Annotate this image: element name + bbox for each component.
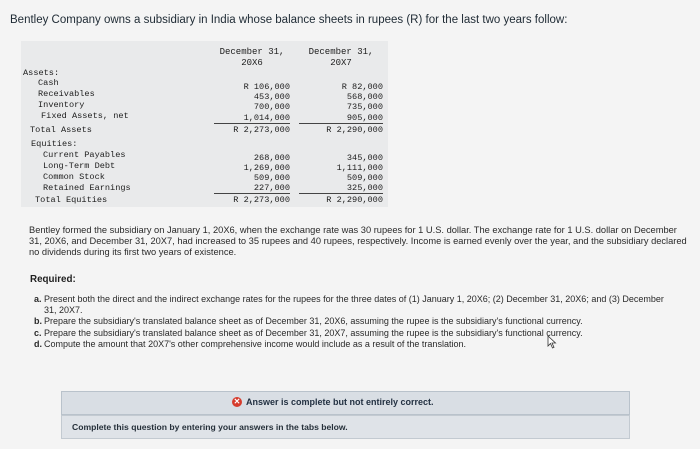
instruction-bar bbox=[61, 415, 630, 439]
row-label-total-assets: Total Assets bbox=[30, 125, 92, 135]
required-item-c bbox=[34, 328, 664, 339]
cash-20x7: R 82,000 bbox=[341, 82, 383, 92]
col-header-line2: 20X6 bbox=[241, 58, 263, 68]
common-stock-20x7: 509,000 bbox=[346, 173, 383, 183]
equities-heading: Equities: bbox=[31, 139, 78, 149]
required-key: a. bbox=[34, 294, 42, 304]
long-term-debt-20x7: 1,111,000 bbox=[336, 163, 383, 173]
required-item-a bbox=[34, 294, 664, 315]
receivables-20x6: 453,000 bbox=[253, 92, 290, 102]
long-term-debt-20x6: 1,269,000 bbox=[243, 163, 290, 173]
retained-earnings-20x6: 227,000 bbox=[214, 183, 290, 194]
row-label-common-stock: Common Stock bbox=[43, 172, 105, 182]
total-assets-20x7: R 2,290,000 bbox=[326, 125, 383, 135]
col-header-line1: December 31, bbox=[219, 47, 285, 57]
required-text: Present both the direct and the indirect exchange rates for the rupees for the three dates of (1) January 1, 20X6; (2) December 31, 20X6; and (3) December 31, 20X7. bbox=[44, 294, 664, 315]
required-item-b bbox=[34, 316, 664, 327]
error-x-icon: ✕ bbox=[233, 397, 241, 406]
row-label-cash: Cash bbox=[38, 78, 59, 88]
row-label-inventory: Inventory bbox=[38, 100, 85, 110]
row-label-current-payables: Current Payables bbox=[43, 150, 126, 160]
col-header-line1: December 31, bbox=[308, 47, 374, 57]
required-text: Prepare the subsidiary's translated balance sheet as of December 31, 20X6, assuming the rupee is the subsidiary's functional currency. bbox=[44, 316, 583, 327]
total-equities-20x6: R 2,273,000 bbox=[233, 195, 290, 205]
fixed-assets-20x6: 1,014,000 bbox=[214, 113, 290, 124]
required-item-d bbox=[34, 339, 664, 350]
assets-heading: Assets: bbox=[23, 68, 60, 78]
narrative-paragraph: Bentley formed the subsidiary on January 1, 20X6, when the exchange rate was 30 rupees for 1 U.S. dollar. The exchange rate for 1 U.S. dollar on December 31, 20X6, and December 31, 20X7, had increased to 35 rupees and 40 rupees, respectively. Income is earned evenly over the year, and the subsidiary declared no dividends during its first two years of existence. bbox=[29, 225, 687, 257]
row-label-retained-earnings: Retained Earnings bbox=[43, 183, 131, 193]
receivables-20x7: 568,000 bbox=[346, 92, 383, 102]
retained-earnings-20x7: 325,000 bbox=[299, 183, 383, 194]
col-header-20x6 bbox=[214, 47, 290, 69]
inventory-20x7: 735,000 bbox=[346, 102, 383, 112]
required-key: d. bbox=[34, 339, 42, 350]
answer-status-bar bbox=[61, 391, 630, 415]
required-key: b. bbox=[34, 316, 42, 327]
current-payables-20x6: 268,000 bbox=[253, 153, 290, 163]
answer-status bbox=[232, 397, 434, 407]
row-label-long-term-debt: Long-Term Debt bbox=[43, 161, 116, 171]
row-label-fixed-assets: Fixed Assets, net bbox=[41, 111, 129, 121]
inventory-20x6: 700,000 bbox=[253, 102, 290, 112]
answer-status-text: Answer is complete but not entirely correct. bbox=[246, 397, 434, 407]
problem-intro: Bentley Company owns a subsidiary in India whose balance sheets in rupees (R) for the last two years follow: bbox=[10, 14, 568, 26]
required-title: Required: bbox=[30, 274, 76, 285]
current-payables-20x7: 345,000 bbox=[346, 153, 383, 163]
required-text: Compute the amount that 20X7's other comprehensive income would include as a result of the translation. bbox=[44, 339, 466, 350]
common-stock-20x6: 509,000 bbox=[253, 173, 290, 183]
required-list bbox=[34, 294, 664, 351]
cash-20x6: R 106,000 bbox=[243, 82, 290, 92]
row-label-receivables: Receivables bbox=[38, 89, 95, 99]
balance-sheet-table bbox=[21, 41, 388, 207]
total-equities-20x7: R 2,290,000 bbox=[326, 195, 383, 205]
row-label-total-equities: Total Equities bbox=[35, 195, 108, 205]
mouse-pointer-icon bbox=[546, 335, 558, 349]
required-text: Prepare the subsidiary's translated balance sheet as of December 31, 20X7, assuming the rupee is the subsidiary's functional currency. bbox=[44, 327, 583, 338]
fixed-assets-20x7: 905,000 bbox=[299, 113, 383, 124]
col-header-line2: 20X7 bbox=[330, 58, 352, 68]
total-assets-20x6: R 2,273,000 bbox=[233, 125, 290, 135]
required-key: c. bbox=[34, 327, 42, 338]
instruction-text: Complete this question by entering your answers in the tabs below. bbox=[72, 422, 348, 432]
col-header-20x7 bbox=[299, 47, 383, 69]
